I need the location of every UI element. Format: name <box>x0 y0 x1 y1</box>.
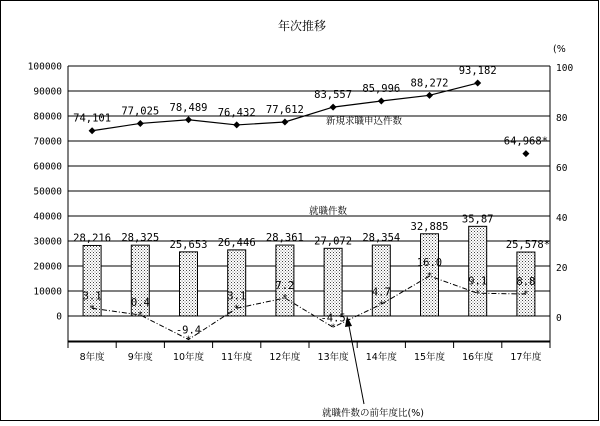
ratio-value-label: 3.1 <box>227 290 247 303</box>
x-category-label: 15年度 <box>413 352 446 363</box>
bar-value-label: 25,578* <box>505 239 551 252</box>
ratio-marker: * <box>330 322 336 334</box>
ratio-value-label: 3.1 <box>82 290 102 303</box>
bar-value-label: 28,325 <box>121 232 160 245</box>
ratio-marker: * <box>233 303 240 315</box>
ratio-marker: * <box>378 299 385 311</box>
employment-bar <box>469 226 487 316</box>
employment-bar <box>180 252 198 316</box>
bar-value-label: 28,354 <box>362 232 401 245</box>
ratio-value-label: 0.4 <box>130 297 150 309</box>
ratio-value-label: -9.4 <box>175 324 202 337</box>
ratio-marker: * <box>474 288 481 300</box>
ratio-value-label: -4.5 <box>320 312 346 325</box>
employment-bar <box>324 248 342 316</box>
annotation-label: 就職件数の前年度比(%) <box>322 408 424 419</box>
x-category-label: 17年度 <box>510 352 542 363</box>
bar-value-label: 28,216 <box>73 232 112 245</box>
x-category-label: 8年度 <box>79 352 105 363</box>
ratio-value-label: 4.7 <box>371 286 391 299</box>
left-tick-label: 0 <box>56 311 62 323</box>
application-value-label: 77,612 <box>265 103 304 116</box>
left-tick-label: 30000 <box>33 236 62 248</box>
ratio-marker: * <box>523 289 529 300</box>
ratio-marker: * <box>426 271 433 282</box>
bar-value-label: 35,87 <box>461 213 494 226</box>
right-tick-label: 20 <box>556 263 568 274</box>
application-value-label: 77,025 <box>121 105 160 118</box>
x-category-label: 13年度 <box>317 352 349 363</box>
line-series-legend: 新規求職申込件数 <box>326 116 403 127</box>
left-tick-label: 20000 <box>33 261 62 273</box>
left-tick-label: 50000 <box>33 186 62 198</box>
application-value-label: 64,968* <box>503 135 549 148</box>
application-value-label: 76,432 <box>217 106 256 119</box>
left-tick-label: 90000 <box>33 86 62 98</box>
application-value-label: 78,489 <box>169 101 208 114</box>
right-tick-label: 80 <box>556 113 568 124</box>
right-tick-label: 100 <box>556 63 574 74</box>
right-tick-label: 60 <box>556 163 568 174</box>
left-tick-label: 10000 <box>33 286 62 298</box>
ratio-marker: * <box>137 310 144 321</box>
bar-value-label: 28,361 <box>265 232 304 245</box>
right-axis-unit: (% <box>553 44 566 55</box>
ratio-value-label: 16.0 <box>416 257 443 269</box>
application-value-label: 83,557 <box>314 89 353 102</box>
application-value-label: 74,101 <box>73 112 112 125</box>
ratio-value-label: 9.1 <box>468 275 488 288</box>
ratio-marker: * <box>89 303 95 315</box>
left-tick-label: 80000 <box>33 111 62 123</box>
ratio-value-label: 7.2 <box>275 280 295 292</box>
ratio-marker: * <box>282 293 288 304</box>
left-tick-label: 70000 <box>33 136 62 148</box>
left-tick-label: 100000 <box>27 61 62 73</box>
ratio-marker: * <box>185 334 192 346</box>
left-tick-label: 60000 <box>33 161 62 173</box>
x-category-label: 14年度 <box>365 352 397 363</box>
right-tick-label: 0 <box>556 313 562 324</box>
x-category-label: 11年度 <box>221 352 253 363</box>
chart-title: 年次推移 <box>278 19 327 33</box>
bar-value-label: 26,446 <box>217 236 256 249</box>
bar-series-legend: 就職件数 <box>309 206 348 217</box>
application-value-label: 85,996 <box>362 83 401 96</box>
application-value-label: 93,182 <box>458 65 497 78</box>
application-value-label: 88,272 <box>410 77 449 90</box>
x-category-label: 9年度 <box>127 352 153 363</box>
ratio-value-label: 8.8 <box>516 276 536 288</box>
x-category-label: 16年度 <box>462 352 494 363</box>
x-category-label: 10年度 <box>172 352 205 363</box>
right-tick-label: 40 <box>556 213 568 224</box>
bar-value-label: 25,653 <box>169 238 208 251</box>
x-category-label: 12年度 <box>269 352 301 363</box>
left-tick-label: 40000 <box>33 211 62 223</box>
bar-value-label: 27,072 <box>314 235 353 248</box>
bar-value-label: 32,885 <box>410 220 449 233</box>
